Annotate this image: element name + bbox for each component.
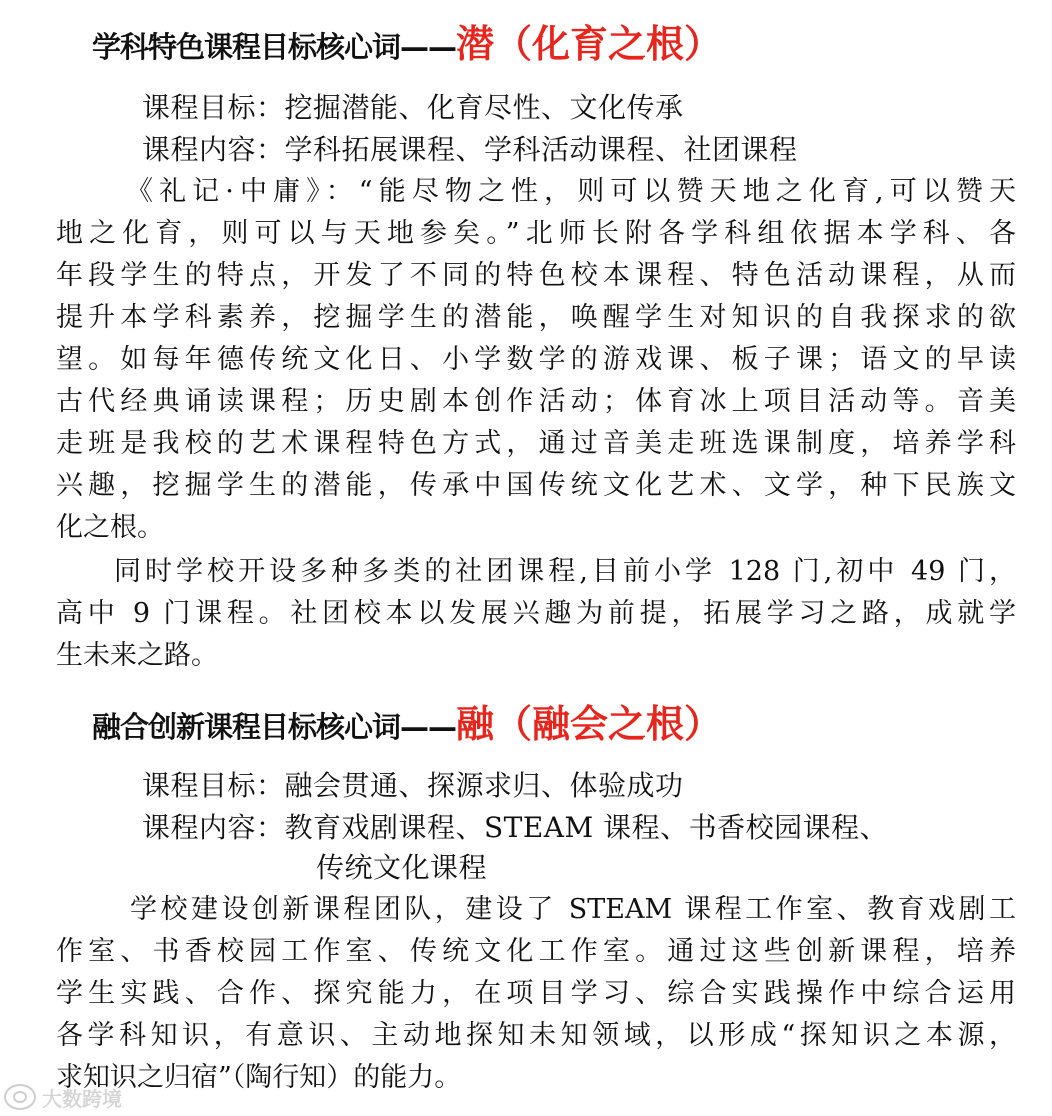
section1-content: 课程内容：学科拓展课程、学科活动课程、社团课程 bbox=[142, 133, 798, 166]
section2-goal: 课程目标：融会贯通、探源求归、体验成功 bbox=[142, 769, 684, 802]
section2-para-line: 求知识之归宿”（陶行知）的能力。 bbox=[56, 1062, 462, 1093]
watermark-text: 大数跨境 bbox=[42, 1086, 122, 1111]
section1-para1-line: 提升本学科素养，挖掘学生的潜能，唤醒学生对知识的自我探求的欲 bbox=[56, 302, 1016, 333]
section1-title: 学科特色课程目标核心词—— bbox=[92, 30, 457, 64]
section2-para-line: 学生实践、合作、探究能力，在项目学习、综合实践操作中综合运用 bbox=[56, 978, 1016, 1009]
section2-content: 课程内容：教育戏剧课程、STEAM 课程、书香校园课程、 bbox=[142, 811, 889, 844]
section2-keyword: 融（融会之根） bbox=[456, 702, 723, 746]
section1-para1-line: 走班是我校的艺术课程特色方式，通过音美走班选课制度，培养学科 bbox=[56, 428, 1016, 459]
section1-para1-line: 望。如每年德传统文化日、小学数学的游戏课、板子课；语文的早读 bbox=[56, 344, 1016, 375]
section1-para2-line: 同时学校开设多种多类的社团课程,目前小学 128 门,初中 49 门， bbox=[114, 556, 1016, 587]
section1-para2-line: 生未来之路。 bbox=[56, 640, 218, 671]
section2-content-cont: 传统文化课程 bbox=[316, 851, 488, 884]
section1-goal: 课程目标：挖掘潜能、化育尽性、文化传承 bbox=[142, 91, 684, 124]
section1-heading bbox=[92, 24, 722, 67]
section2-para-line: 各学科知识，有意识、主动地探知未知领域，以形成“探知识之本源， bbox=[56, 1020, 1016, 1051]
section2-para-line: 作室、书香校园工作室、传统文化工作室。通过这些创新课程，培养 bbox=[56, 936, 1016, 967]
section2-heading bbox=[92, 704, 722, 747]
watermark bbox=[4, 1082, 122, 1112]
section1-para2-line: 高中 9 门课程。社团校本以发展兴趣为前提，拓展学习之路，成就学 bbox=[56, 598, 1016, 629]
section1-para1-line: 年段学生的特点，开发了不同的特色校本课程、特色活动课程，从而 bbox=[56, 260, 1016, 291]
section1-para1-line: 《礼记·中庸》：“能尽物之性，则可以赞天地之化育,可以赞天 bbox=[126, 176, 1016, 207]
section2-title: 融合创新课程目标核心词—— bbox=[92, 710, 457, 744]
section1-para1-line: 兴趣，挖掘学生的潜能，传承中国传统文化艺术、文学，种下民族文 bbox=[56, 470, 1016, 501]
section1-para1-line: 古代经典诵读课程；历史剧本创作活动；体育冰上项目活动等。音美 bbox=[56, 386, 1016, 417]
section1-para1-line: 地之化育，则可以与天地参矣。”北师长附各学科组依据本学科、各 bbox=[56, 218, 1016, 249]
section2-para-line: 学校建设创新课程团队，建设了 STEAM 课程工作室、教育戏剧工 bbox=[130, 894, 1016, 925]
watermark-logo-icon bbox=[4, 1084, 36, 1110]
section1-para1-line: 化之根。 bbox=[56, 512, 164, 543]
section1-keyword: 潜（化育之根） bbox=[456, 22, 723, 66]
